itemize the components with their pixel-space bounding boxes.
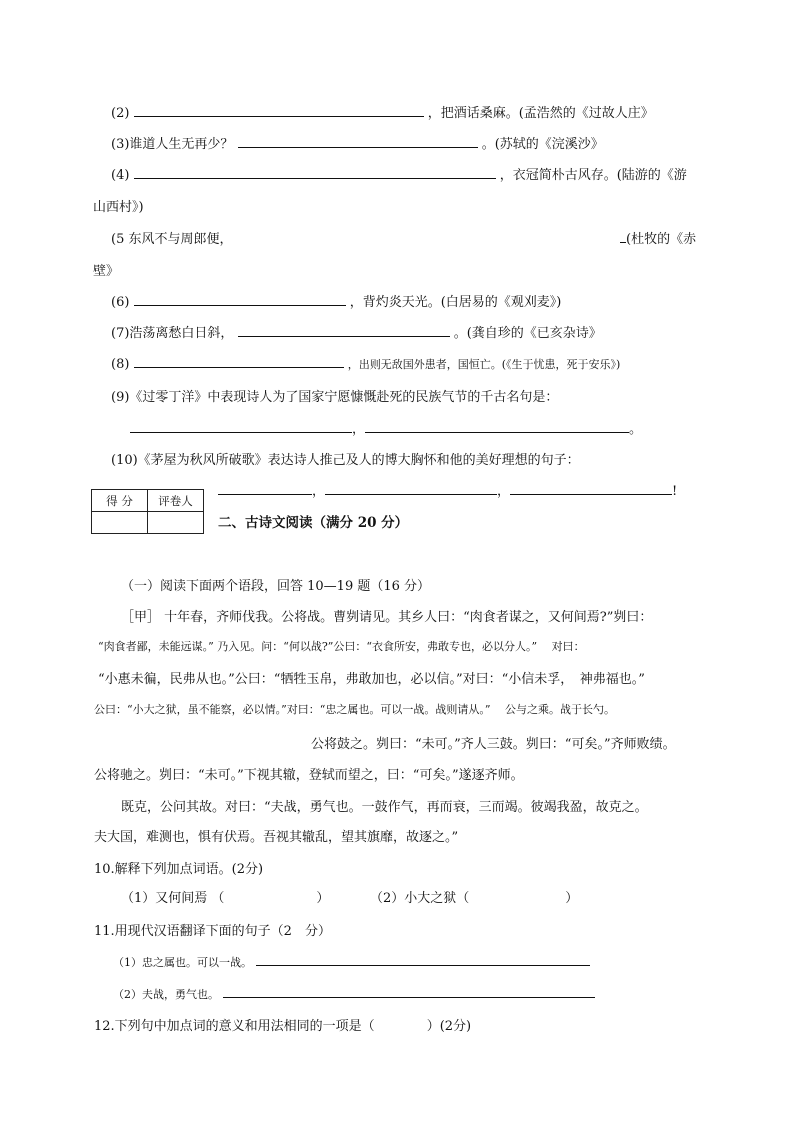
punct: ）(2分) <box>426 1019 472 1034</box>
question-text: 12.下列句中加点词的意义和用法相同的一项是（ <box>94 1019 375 1034</box>
question-5 <box>111 228 232 247</box>
question-tail: ，背灼炎天光。(白居易的《观刈麦》) <box>349 295 562 310</box>
punct: ! <box>672 484 678 499</box>
question-text: (3)谁道人生无再少？ <box>111 137 234 152</box>
passage-line: 既克，公问其故。对曰：“夫战，勇气也。一鼓作气，再而衰，三而竭。彼竭我盈，故克之。 <box>121 800 648 815</box>
question-2 <box>111 102 654 121</box>
q10-item-1 <box>121 887 329 906</box>
item-label: （1）又何间焉 （ <box>121 891 225 906</box>
passage-line: 公曰：“小大之狱，虽不能察，必以情。”对曰：“忠之属也。可以一战。战则请从。” 公与之乘。战于长勺。 <box>94 703 615 716</box>
question-tail: ，把酒话桑麻。(孟浩然的《过故人庄》 <box>427 106 654 121</box>
passage-line: “小惠未徧，民弗从也。”公曰：“牺牲玉帛，弗敢加也，必以信。”对曰：“小信未孚， 神弗福也。” <box>98 672 645 687</box>
answer-blank[interactable] <box>325 480 497 495</box>
passage-line: 公将驰之。刿曰：“未可。”下视其辙，登轼而望之，曰：“可矣。”遂逐齐师。 <box>94 768 524 783</box>
item-label: （2）小大之狱（ <box>370 891 470 906</box>
question-7 <box>111 322 602 341</box>
answer-blank[interactable] <box>134 164 496 179</box>
punct: ， <box>352 422 366 437</box>
q10-title: 10.解释下列加点词语。(2分) <box>94 862 264 877</box>
q11-title: 11.用现代汉语翻译下面的句子（2 分） <box>94 924 331 939</box>
grader-header: 评卷人 <box>148 490 204 512</box>
question-tail: 。(苏轼的《浣溪沙》 <box>481 137 604 152</box>
question-text: (5 东风不与周郎便， <box>111 232 233 247</box>
answer-blank[interactable] <box>218 480 312 495</box>
question-tail: (杜牧的《赤 <box>626 232 697 247</box>
passage-line: ［甲］ 十年春，齐师伐我。公将战。曹刿请见。其乡人曰：“肉食者谋之，又何间焉?”刿曰： <box>121 610 653 625</box>
q11-item-1 <box>113 953 590 970</box>
answer-blank[interactable] <box>223 985 595 998</box>
grader-cell[interactable] <box>148 512 204 534</box>
question-tail: ，出则无敌国外患者，国恒亡。(《生于忧患，死于安乐》) <box>347 358 621 371</box>
answer-blank[interactable] <box>134 353 344 368</box>
question-number: (6) <box>111 295 130 310</box>
q11-item-2 <box>113 985 595 1002</box>
question-10: (10)《茅屋为秋风所破歌》表达诗人推己及人的博大胸怀和他的美好理想的句子： <box>111 453 580 468</box>
answer-blank[interactable] <box>238 322 450 337</box>
question-6 <box>111 291 561 310</box>
punct: ， <box>312 484 326 499</box>
passage-line: 公将鼓之。刿曰：“未可。”齐人三鼓。刿曰：“可矣。”齐师败绩。 <box>311 737 676 752</box>
answer-blank[interactable] <box>365 418 629 433</box>
answer-blank[interactable] <box>134 102 424 117</box>
answer-blank[interactable] <box>256 953 590 966</box>
answer-blank[interactable] <box>238 133 478 148</box>
score-header: 得 分 <box>92 490 148 512</box>
q12 <box>94 1015 471 1034</box>
item-label: （1）忠之属也。可以一战。 <box>113 956 252 969</box>
question-tail: ，衣冠简朴古风存。(陆游的《游 <box>499 168 687 183</box>
question-9: (9)《过零丁洋》中表现诗人为了国家宁愿慷慨赴死的民族气节的千古名句是： <box>111 390 559 405</box>
question-8 <box>111 353 620 372</box>
section-2-title: 二、古诗文阅读（满分 20 分） <box>218 515 409 531</box>
question-number: (4) <box>111 168 130 183</box>
punct: ， <box>497 484 511 499</box>
answer-blank[interactable] <box>134 291 346 306</box>
question-number: (2) <box>111 106 130 121</box>
question-4-wrap: 山西村》) <box>93 200 144 215</box>
passage-line: “肉食者鄙，未能远谋。” 乃入见。问：“何以战?”公曰：“衣食所安，弗敢专也，必以分人。” 对曰： <box>98 640 585 653</box>
q10-item-2 <box>370 887 578 906</box>
question-4 <box>111 164 687 183</box>
punct: ） <box>316 891 330 906</box>
answer-blank[interactable] <box>510 480 672 495</box>
question-number: (8) <box>111 357 130 372</box>
question-5-wrap: 壁》 <box>93 264 120 279</box>
question-tail: 。(龚自珍的《已亥杂诗》 <box>453 326 602 341</box>
question-9-answer <box>130 418 642 437</box>
score-cell[interactable] <box>92 512 148 534</box>
passage-line: 夫大国，难测也，惧有伏焉。吾视其辙乱，望其旗靡，故逐之。” <box>94 830 459 845</box>
question-5-tail <box>620 228 696 247</box>
reading-intro: （一）阅读下面两个语段，回答 10—19 题（16 分） <box>121 579 431 594</box>
punct: 。 <box>629 422 643 437</box>
question-10-answer <box>218 480 677 499</box>
item-label: （2）夫战，勇气也。 <box>113 988 219 1001</box>
question-3 <box>111 133 604 152</box>
punct: ） <box>565 891 579 906</box>
score-table <box>91 489 204 534</box>
answer-blank[interactable] <box>130 418 352 433</box>
question-text: (7)浩荡离愁白日斜， <box>111 326 234 341</box>
